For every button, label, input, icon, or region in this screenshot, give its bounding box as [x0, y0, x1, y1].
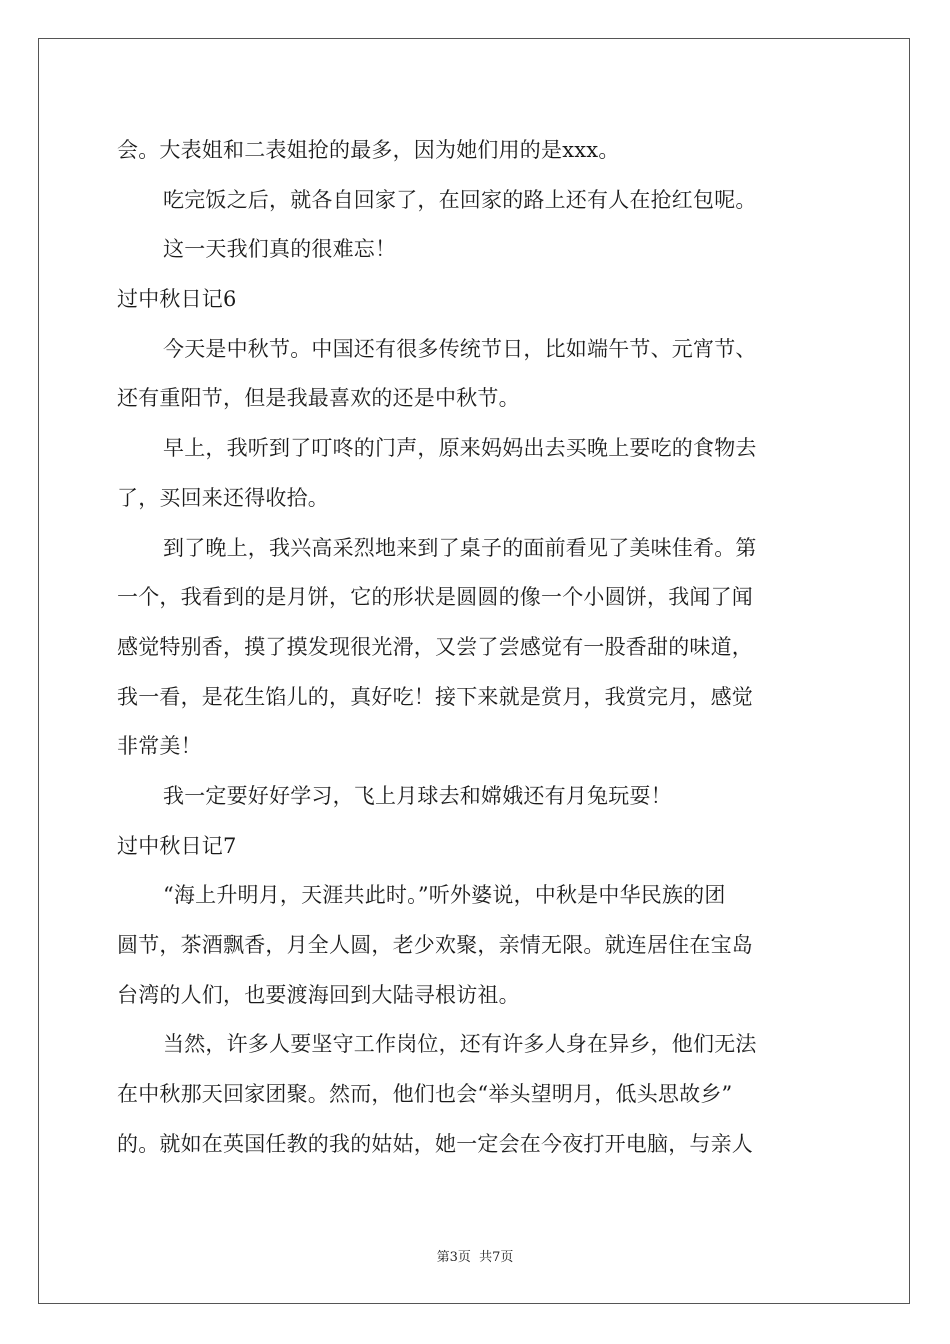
- page-number: 第3页: [436, 1250, 471, 1265]
- text-line: 非常美！: [117, 734, 202, 759]
- text-line: 过中秋日记6: [117, 287, 237, 312]
- text-line: 这一天我们真的很难忘！: [163, 237, 397, 262]
- text-line: 圆节，茶酒飘香，月全人圆，老少欢聚，亲情无限。就连居住在宝岛: [117, 933, 753, 957]
- text-line: “海上升明月，天涯共此时。”听外婆说，中秋是中华民族的团: [163, 883, 726, 908]
- text-line: 今天是中秋节。中国还有很多传统节日，比如端午节、元宵节、: [163, 336, 757, 361]
- text-line: 过中秋日记7: [117, 833, 237, 858]
- text-line: 台湾的人们，也要渡海回到大陆寻根访祖。: [117, 982, 520, 1007]
- text-line: 我一看，是花生馅儿的，真好吃！接下来就是赏月，我赏完月，感觉: [117, 684, 753, 709]
- text-line: 会。大表姐和二表姐抢的最多，因为她们用的是xxx。: [117, 138, 620, 162]
- text-line: 感觉特别香，摸了摸发现很光滑，又尝了尝感觉有一股香甜的味道，: [117, 634, 753, 659]
- text-line: 到了晚上，我兴高采烈地来到了桌子的面前看见了美味佳肴。第: [163, 535, 757, 560]
- text-line: 了，买回来还得收拾。: [117, 485, 329, 510]
- text-line: 吃完饭之后，就各自回家了，在回家的路上还有人在抢红包呢。: [163, 187, 757, 212]
- text-line: 还有重阳节，但是我最喜欢的还是中秋节。: [117, 386, 520, 411]
- page-total: 共7页: [479, 1250, 514, 1265]
- text-line: 一个，我看到的是月饼，它的形状是圆圆的像一个小圆饼，我闻了闻: [117, 585, 753, 610]
- text-line: 当然，许多人要坚守工作岗位，还有许多人身在异乡，他们无法: [163, 1032, 757, 1057]
- text-line: 在中秋那天回家团聚。然而，他们也会“举头望明月，低头思故乡”: [117, 1082, 733, 1107]
- text-line: 的。就如在英国任教的我的姑姑，她一定会在今夜打开电脑，与亲人: [117, 1131, 753, 1156]
- text-line: 我一定要好好学习，飞上月球去和嫦娥还有月兔玩耍！: [163, 783, 672, 808]
- document-body: [117, 126, 833, 1169]
- page-footer: [0, 1246, 950, 1265]
- text-line: 早上，我听到了叮咚的门声，原来妈妈出去买晚上要吃的食物去: [163, 436, 757, 461]
